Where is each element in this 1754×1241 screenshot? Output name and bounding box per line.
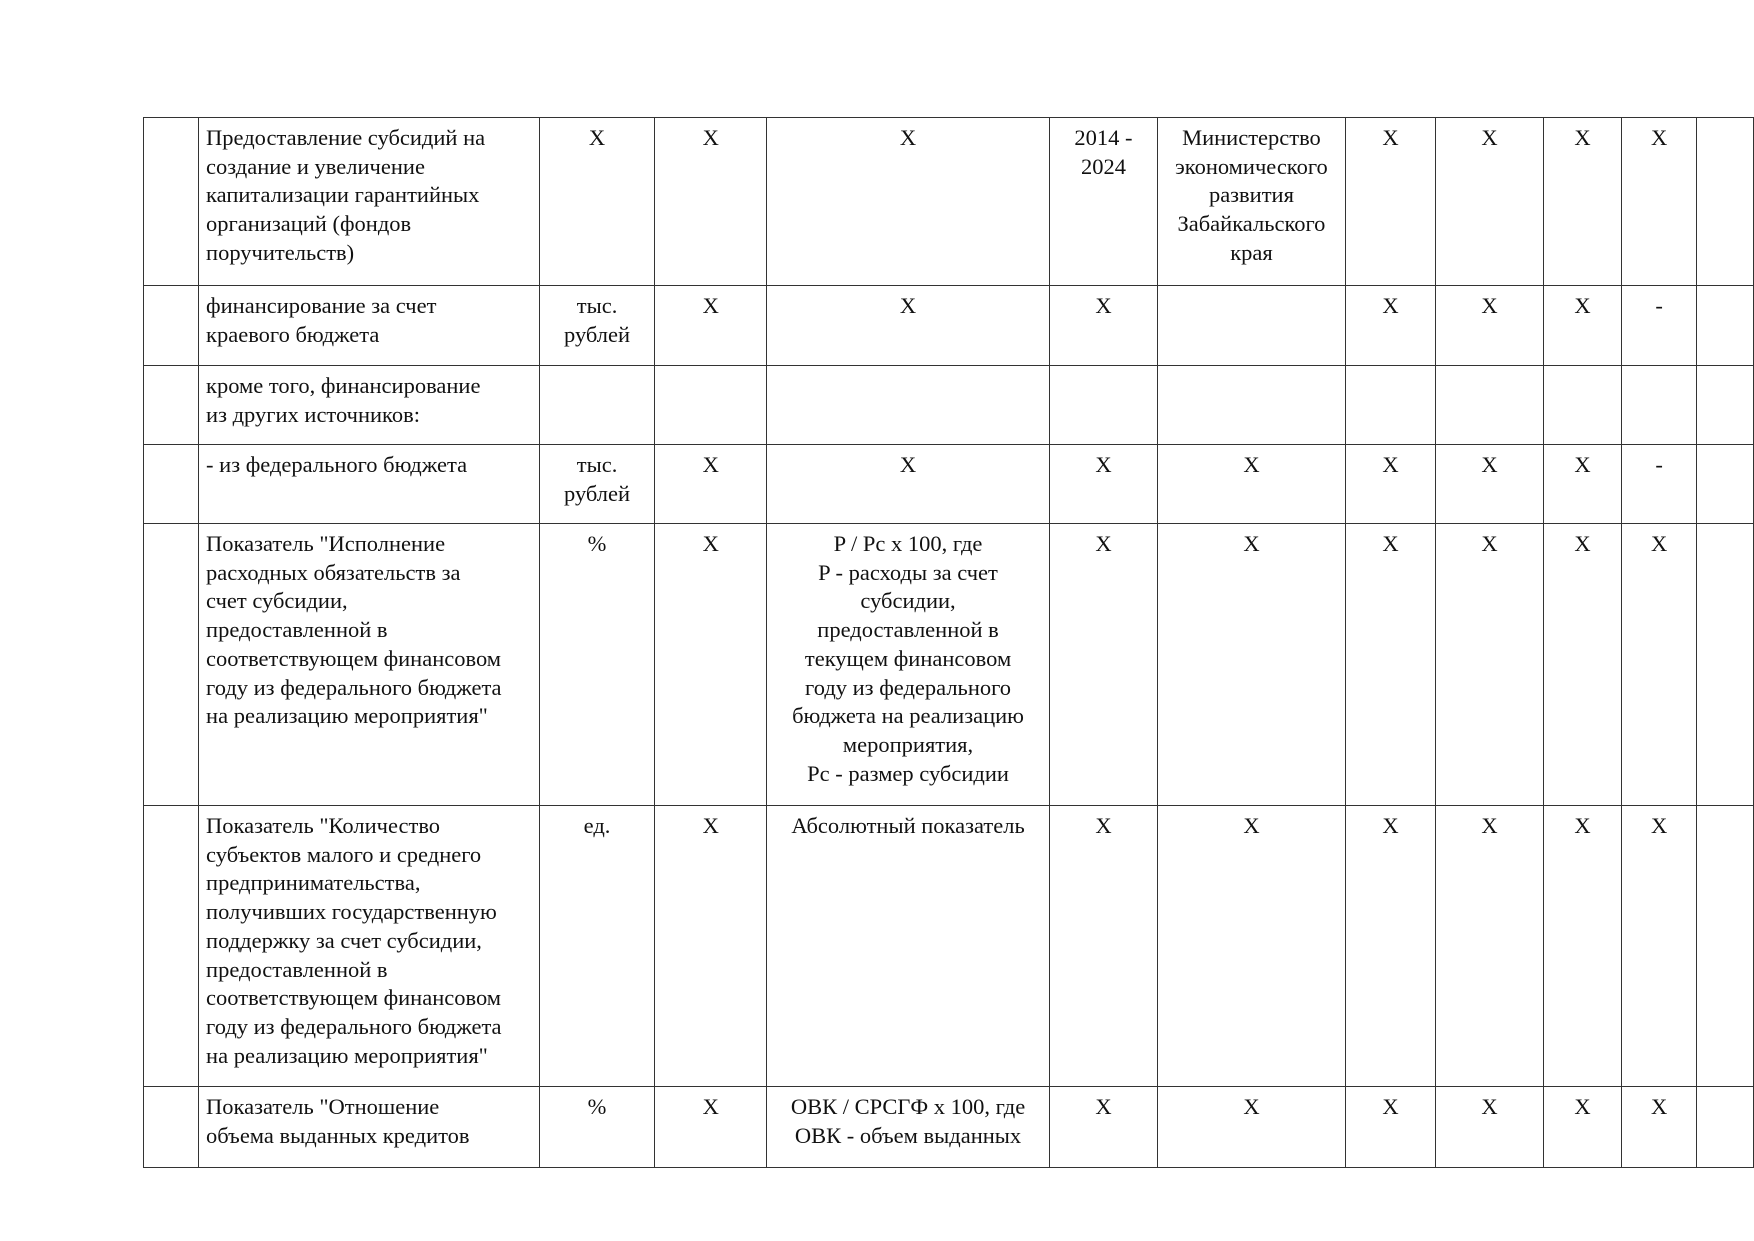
table-cell <box>1697 118 1754 286</box>
table-row <box>144 524 1754 806</box>
table-cell <box>1345 366 1436 445</box>
table-cell: - из федерального бюджета <box>199 445 540 524</box>
table-cell: X <box>1436 118 1543 286</box>
table-cell: X <box>1049 445 1157 524</box>
table-row <box>144 366 1754 445</box>
table-cell: X <box>1543 118 1622 286</box>
table-cell: X <box>1345 118 1436 286</box>
table-cell <box>655 366 767 445</box>
table-cell <box>144 524 199 806</box>
table-cell: X <box>1345 524 1436 806</box>
table-cell: % <box>539 524 654 806</box>
table-cell: Министерство экономического развития Забайкальского края <box>1158 118 1346 286</box>
table-cell: X <box>1049 286 1157 366</box>
table-cell: Показатель "Исполнение расходных обязательств за счет субсидии, предоставленной в соответствующем финансовом году из федерального бюджета на реализацию мероприятия" <box>199 524 540 806</box>
table-cell: - <box>1622 286 1697 366</box>
table-cell: X <box>1622 118 1697 286</box>
table-cell: X <box>1345 806 1436 1087</box>
table-cell: X <box>767 286 1049 366</box>
table-cell: Абсолютный показатель <box>767 806 1049 1087</box>
table-cell: Показатель "Количество субъектов малого и среднего предпринимательства, получивших государственную поддержку за счет субсидии, предоставленной в соответствующем финансовом году из федерального бюджета на реализацию мероприятия" <box>199 806 540 1087</box>
table-cell <box>144 806 199 1087</box>
table-cell <box>144 118 199 286</box>
table-cell: X <box>1436 524 1543 806</box>
table-cell: X <box>655 1087 767 1168</box>
table-cell <box>1543 366 1622 445</box>
table-cell: X <box>1049 524 1157 806</box>
table-cell: X <box>1436 286 1543 366</box>
table-cell <box>1622 366 1697 445</box>
table-cell <box>144 366 199 445</box>
table-cell: X <box>1345 1087 1436 1168</box>
table-cell: X <box>539 118 654 286</box>
table-cell: X <box>1158 445 1346 524</box>
table-cell: X <box>1543 806 1622 1087</box>
table-cell: - <box>1622 445 1697 524</box>
table-cell: X <box>1543 524 1622 806</box>
table-cell <box>1697 524 1754 806</box>
table-cell: X <box>1622 524 1697 806</box>
table-cell: P / Pc x 100, где P - расходы за счет субсидии, предоставленной в текущем финансовом году из федерального бюджета на реализацию мероприятия, Pc - размер субсидии <box>767 524 1049 806</box>
table-cell <box>1697 806 1754 1087</box>
table-cell: X <box>767 118 1049 286</box>
table-cell: X <box>1436 1087 1543 1168</box>
table-cell: Предоставление субсидий на создание и увеличение капитализации гарантийных организаций (фондов поручительств) <box>199 118 540 286</box>
document-table <box>143 117 1754 1168</box>
table-cell <box>1697 366 1754 445</box>
table-cell: X <box>1543 445 1622 524</box>
table-cell: кроме того, финансирование из других источников: <box>199 366 540 445</box>
table-row <box>144 118 1754 286</box>
table-cell: X <box>1436 445 1543 524</box>
table-cell: X <box>1436 806 1543 1087</box>
table-cell <box>1436 366 1543 445</box>
table-cell: X <box>1158 524 1346 806</box>
table-cell: тыс. рублей <box>539 445 654 524</box>
table-cell: X <box>1049 1087 1157 1168</box>
table-cell <box>1697 445 1754 524</box>
table-cell: X <box>1345 445 1436 524</box>
table-cell <box>1158 366 1346 445</box>
table-cell <box>144 445 199 524</box>
table-cell: X <box>1158 806 1346 1087</box>
table-cell: X <box>655 806 767 1087</box>
table-cell <box>767 366 1049 445</box>
table-cell <box>1158 286 1346 366</box>
table-cell: % <box>539 1087 654 1168</box>
table-cell: Показатель "Отношение объема выданных кредитов <box>199 1087 540 1168</box>
table-cell <box>1697 286 1754 366</box>
table-cell <box>1697 1087 1754 1168</box>
table-cell: X <box>655 118 767 286</box>
table-cell: X <box>1345 286 1436 366</box>
table-row <box>144 445 1754 524</box>
table-cell <box>144 1087 199 1168</box>
table-cell: X <box>1543 1087 1622 1168</box>
table-cell: X <box>1622 1087 1697 1168</box>
table-cell <box>144 286 199 366</box>
table-cell: X <box>1158 1087 1346 1168</box>
table-row <box>144 286 1754 366</box>
table-row <box>144 1087 1754 1168</box>
table-cell: ОВК / СРСГФ x 100, где ОВК - объем выданных <box>767 1087 1049 1168</box>
table-cell: 2014 - 2024 <box>1049 118 1157 286</box>
table-cell: X <box>1049 806 1157 1087</box>
table-cell <box>1049 366 1157 445</box>
table-cell <box>539 366 654 445</box>
table-cell: X <box>1622 806 1697 1087</box>
table-cell: X <box>767 445 1049 524</box>
table-cell: X <box>655 445 767 524</box>
table-row <box>144 806 1754 1087</box>
table-cell: X <box>655 524 767 806</box>
table-cell: X <box>655 286 767 366</box>
table-cell: ед. <box>539 806 654 1087</box>
table-cell: X <box>1543 286 1622 366</box>
table-cell: финансирование за счет краевого бюджета <box>199 286 540 366</box>
table-cell: тыс. рублей <box>539 286 654 366</box>
